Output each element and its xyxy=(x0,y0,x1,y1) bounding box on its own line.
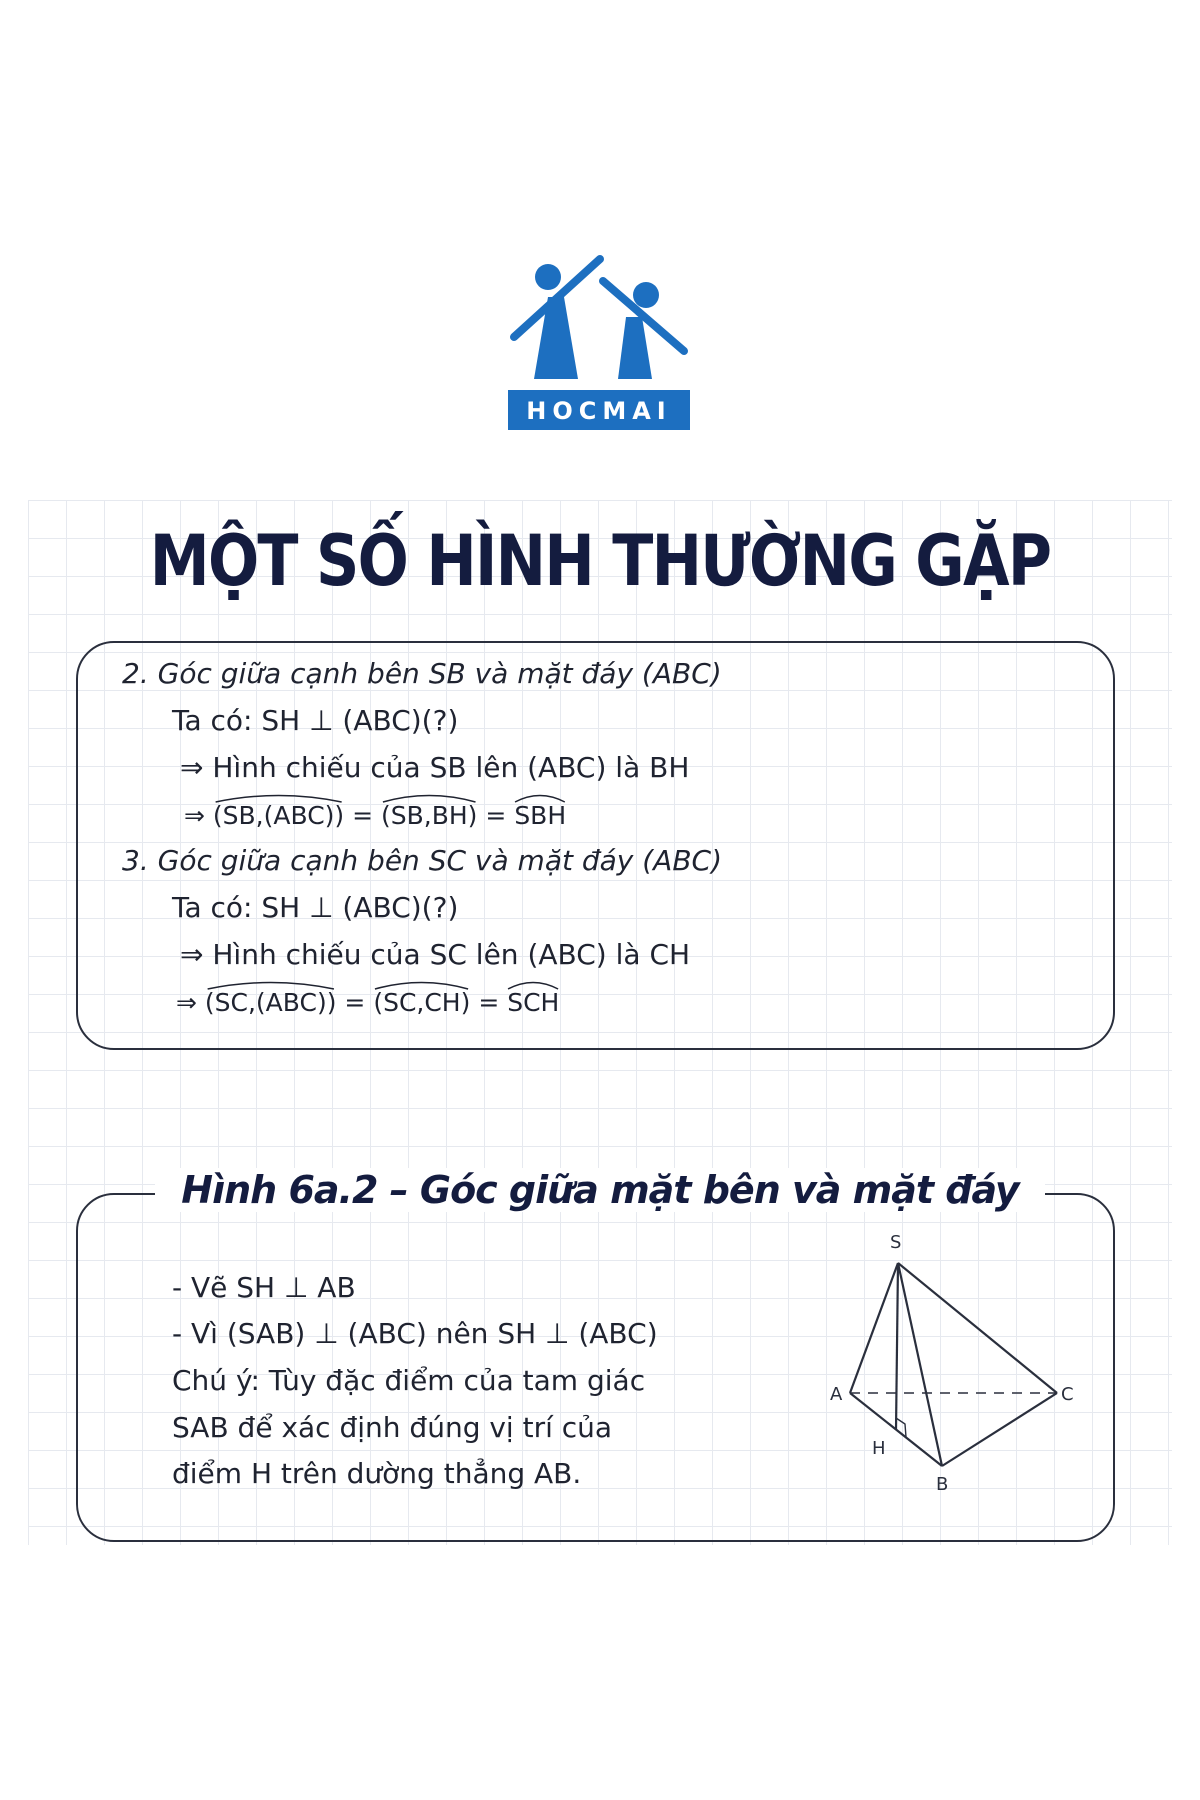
note-line-2: - Vì (SAB) ⊥ (ABC) nên SH ⊥ (ABC) xyxy=(172,1317,658,1350)
logo-text: HOCMAI xyxy=(526,397,672,425)
label-b: B xyxy=(936,1474,949,1495)
item3-heading: 3. Góc giữa cạnh bên SC và mặt đáy (ABC) xyxy=(122,844,723,877)
angle-sb-abc: (SB,(ABC)) xyxy=(213,798,344,834)
label-a: A xyxy=(830,1384,843,1405)
eq-arrow: ⇒ xyxy=(176,988,197,1017)
angle-sb-bh: (SB,BH) xyxy=(381,798,477,834)
item3-equation: ⇒ (SC,(ABC)) = (SC,CH) = SCH xyxy=(176,985,559,1021)
pyramid-figure xyxy=(830,1222,1100,1507)
note-line-3: Chú ý: Tùy đặc điểm của tam giác xyxy=(172,1364,646,1397)
note-line-4: SAB để xác định đúng vị trí của xyxy=(172,1411,613,1444)
figure-caption: Hình 6a.2 – Góc giữa mặt bên và mặt đáy xyxy=(0,1168,1200,1212)
label-h: H xyxy=(872,1438,886,1459)
hocmai-logo xyxy=(508,255,690,435)
eq-arrow: ⇒ xyxy=(184,801,205,830)
angle-sbh: SBH xyxy=(514,798,566,834)
edge-bc xyxy=(942,1393,1057,1466)
item2-line1: Ta có: SH ⊥ (ABC)(?) xyxy=(172,704,459,737)
angle-sc-ch: (SC,CH) xyxy=(373,985,470,1021)
item2-line2: ⇒ Hình chiếu của SB lên (ABC) là BH xyxy=(180,751,690,784)
label-s: S xyxy=(890,1232,902,1253)
note-line-5: điểm H trên dường thẳng AB. xyxy=(172,1457,582,1490)
angle-sch: SCH xyxy=(507,985,559,1021)
item2-equation: ⇒ (SB,(ABC)) = (SB,BH) = SBH xyxy=(184,798,566,834)
label-c: C xyxy=(1061,1384,1074,1405)
item3-line2: ⇒ Hình chiếu của SC lên (ABC) là CH xyxy=(180,938,691,971)
note-line-1: - Vẽ SH ⊥ AB xyxy=(172,1271,356,1304)
edge-sa xyxy=(850,1263,898,1393)
item3-line1: Ta có: SH ⊥ (ABC)(?) xyxy=(172,891,459,924)
angle-sc-abc: (SC,(ABC)) xyxy=(205,985,337,1021)
item2-heading: 2. Góc giữa cạnh bên SB và mặt đáy (ABC) xyxy=(122,657,722,690)
edge-sh xyxy=(896,1263,898,1430)
page-title: MỘT SỐ HÌNH THƯỜNG GẶP xyxy=(149,520,1051,602)
